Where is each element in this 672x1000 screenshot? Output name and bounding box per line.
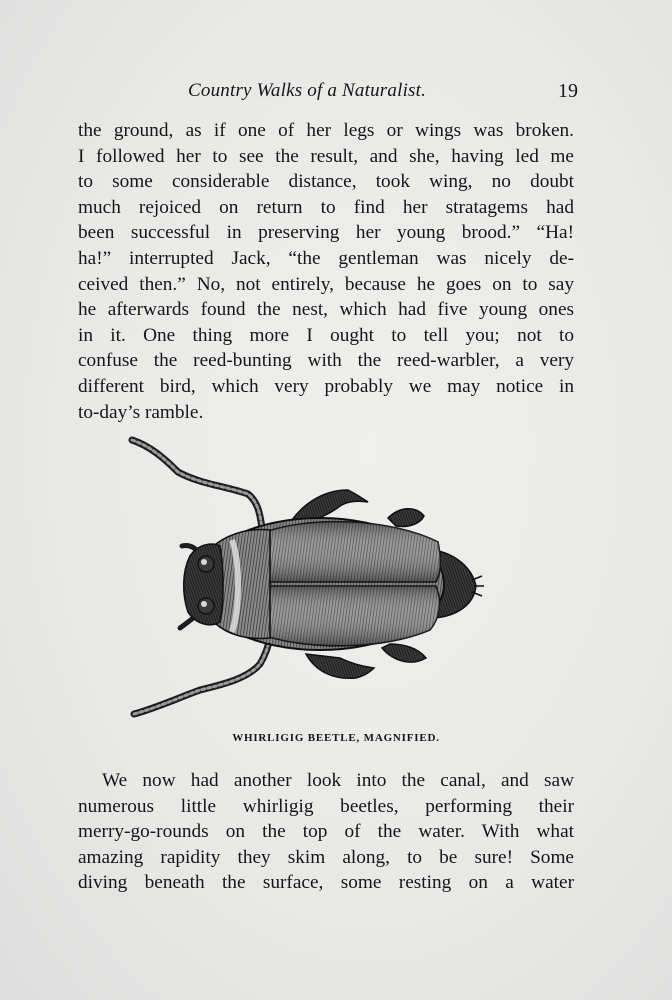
text-line: he afterwards found the nest, which had five young ones: [78, 299, 574, 321]
text-line: ha!” interrupted Jack, “the gentleman was nicely de-: [78, 247, 574, 269]
running-head: [78, 80, 578, 108]
text-line: amazing rapidity they skim along, to be sure! Some: [78, 846, 574, 868]
text-line: confuse the reed-bunting with the reed-warbler, a very: [78, 350, 574, 372]
text-line: merry-go-rounds on the top of the water. With what: [78, 821, 574, 843]
text-line: to some considerable distance, took wing, no doubt: [78, 171, 574, 193]
lower-paddle-leg: [306, 654, 374, 678]
whirligig-beetle-illustration: [120, 432, 500, 722]
text-line: numerous little whirligig beetles, performing their: [78, 795, 574, 817]
text-line: diving beneath the surface, some resting on a water: [78, 872, 574, 894]
paragraph-1: [78, 118, 574, 425]
text-line: been successful in preserving her young brood.” “Ha!: [78, 222, 574, 244]
paragraph-2: [78, 768, 574, 896]
lower-foreleg: [134, 638, 270, 714]
text-line: different bird, which very probably we may notice in: [78, 375, 574, 397]
text-line: We now had another look into the canal, and saw: [102, 770, 574, 791]
text-line: much rejoiced on return to find her stratagems had: [78, 196, 574, 218]
text-line: the ground, as if one of her legs or wings was broken.: [78, 120, 574, 141]
figure-caption: WHIRLIGIG BEETLE, MAGNIFIED.: [232, 732, 440, 744]
page-number: 19: [558, 80, 578, 102]
text-line: to-day’s ramble.: [78, 401, 204, 423]
text-line: I followed her to see the result, and she, having led me: [78, 145, 574, 167]
running-title: Country Walks of a Naturalist.: [188, 80, 427, 101]
upper-foreleg: [132, 440, 262, 528]
text-line: ceived then.” No, not entirely, because he goes on to say: [78, 273, 574, 295]
text-line: in it. One thing more I ought to tell you; not to: [78, 324, 574, 346]
